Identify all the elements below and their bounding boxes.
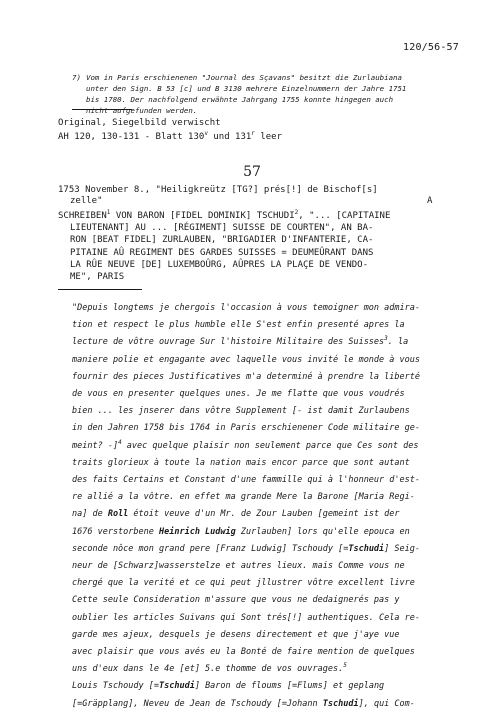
footnote-number: 7) bbox=[72, 73, 81, 82]
body-line: des faits Certains et Constant d'une fammille qui à l'honneur d'est- bbox=[72, 475, 420, 486]
heading-divider bbox=[58, 289, 142, 290]
letter-body bbox=[72, 300, 462, 713]
heading-line-6: ME", PARIS bbox=[70, 272, 125, 283]
body-line: tion et respect le plus humble elle S'est enfin presenté apres la bbox=[72, 320, 405, 331]
document-marker: A bbox=[427, 196, 433, 206]
dateline-line-2: zelle" bbox=[70, 196, 103, 206]
body-line: Cette seule Consideration m'assure que vous ne dedaignerés pas y bbox=[72, 595, 400, 606]
heading-line-5: LA RÛE NEUVE [DE] LUXEMBOÛRG, AÛPRES LA PLAÇE DE VENDO- bbox=[70, 259, 369, 270]
body-line: meint? -]$^4$ avec quelque plaisir non seulement parce que Ces sont des bbox=[72, 438, 419, 451]
body-line: oublier les articles Suivans qui Sont trés[!] authentiques. Cela re- bbox=[72, 612, 420, 623]
source-line-2: AH 120, 130-131 - Blatt 130$^v$ und 131$^r$ leer bbox=[58, 130, 283, 142]
body-line: uns d'eux dans le 4e [et] 5.e thomme de vos ouvrages.$^5$ bbox=[72, 662, 347, 675]
body-line: "Depuis longtems je chergois l'occasion à vous temoigner mon admira- bbox=[72, 303, 420, 313]
body-line: fournir des pieces Justificatives m'a determiné à prendre la liberté bbox=[72, 371, 420, 382]
source-note bbox=[58, 116, 282, 144]
body-line: traits glorieux à toute la nation mais encor parce que sont autant bbox=[72, 457, 410, 468]
page-number: 120/56-57 bbox=[403, 42, 459, 53]
dateline bbox=[58, 185, 458, 207]
heading-line-1: SCHREIBEN$^1$ VON BARON [FIDEL DOMINIK] TSCHUDI$^2$, "... [CAPITAINE bbox=[58, 209, 391, 221]
source-line-1: Original, Siegelbild verwischt bbox=[58, 118, 221, 128]
body-line: [=Gräpplang], Neveu de Jean de Tschoudy [=Johann Tschudi], qui Com- bbox=[72, 698, 415, 709]
body-line: 1676 verstorbene Heinrich Ludwig Zurlauben] lors qu'elle epouca en bbox=[72, 526, 410, 537]
body-line: re allié a la vôtre. en effet ma grande Mere la Barone [Maria Regi- bbox=[72, 492, 415, 503]
body-line: de vous en presenter quelques unes. Je me flatte que vous voudrés bbox=[72, 389, 405, 400]
body-line: Louis Tschoudy [=Tschudi] Baron de floums [=Flums] et geplang bbox=[72, 681, 385, 692]
footnote-divider bbox=[72, 109, 132, 110]
body-line: seconde nôce mon grand pere [Franz Ludwig] Tschoudy [=Tschudi] Seig- bbox=[72, 543, 420, 554]
heading-line-2: LIEUTENANT] AU ... [RÉGIMENT] SUISSE DE COURTEN", AN BA- bbox=[70, 223, 374, 234]
dateline-line-1: 1753 November 8., "Heiligkreütz [TG?] prés[!] de Bischof[s] bbox=[58, 185, 378, 195]
body-line: chergé que la verité et ce qui peut jllustrer vôtre excellent livre bbox=[72, 578, 415, 589]
body-line: na] de Roll étoit veuve d'un Mr. de Zour Lauben [gemeint ist der bbox=[72, 509, 400, 520]
letter-heading bbox=[58, 210, 454, 283]
body-line: neur de [Schwarz]wasserstelze et autres lieux. mais Comme vous ne bbox=[72, 561, 405, 572]
footnote-text: Vom in Paris erschienenen "Journal des Sçavans" besitzt die Zurlaubiana unter den Sign. B 53 [c] und B 3130 mehrere Einzelnummern der Jahre 1751 bis 1780. Der nachfolgend erwähnte Jahrgang 1755 konnte hingegen auch nicht aufgefunden werden. bbox=[86, 73, 407, 115]
body-line: bien ... les jnserer dans vôtre Supplement [- ist damit Zurlaubens bbox=[72, 406, 410, 417]
heading-line-4: PITAINE AÛ REGIMENT DES GARDES SUISSES = DEUMEÛRANT DANS bbox=[70, 247, 374, 258]
body-line: avec plaisir que vous avés eu la Bonté de faire mention de quelques bbox=[72, 647, 415, 658]
body-line: garde mes ajeux, desquels je desens directement et que j'aye vue bbox=[72, 629, 400, 640]
heading-line-3: RON [BEAT FIDEL] ZURLAUBEN, "BRIGADIER D'INFANTERIE, CA- bbox=[70, 235, 374, 246]
body-line: maniere polie et engagante avec laquelle vous invité le monde à vous bbox=[72, 354, 420, 365]
body-line: in den Jahren 1758 bis 1764 in Paris erschienener Code militaire ge- bbox=[72, 423, 420, 434]
body-line: lecture de vôtre ouvrage Sur l'histoire Militaire des Suisses$^3$. la bbox=[72, 335, 409, 348]
document-number: 57 bbox=[243, 164, 261, 180]
